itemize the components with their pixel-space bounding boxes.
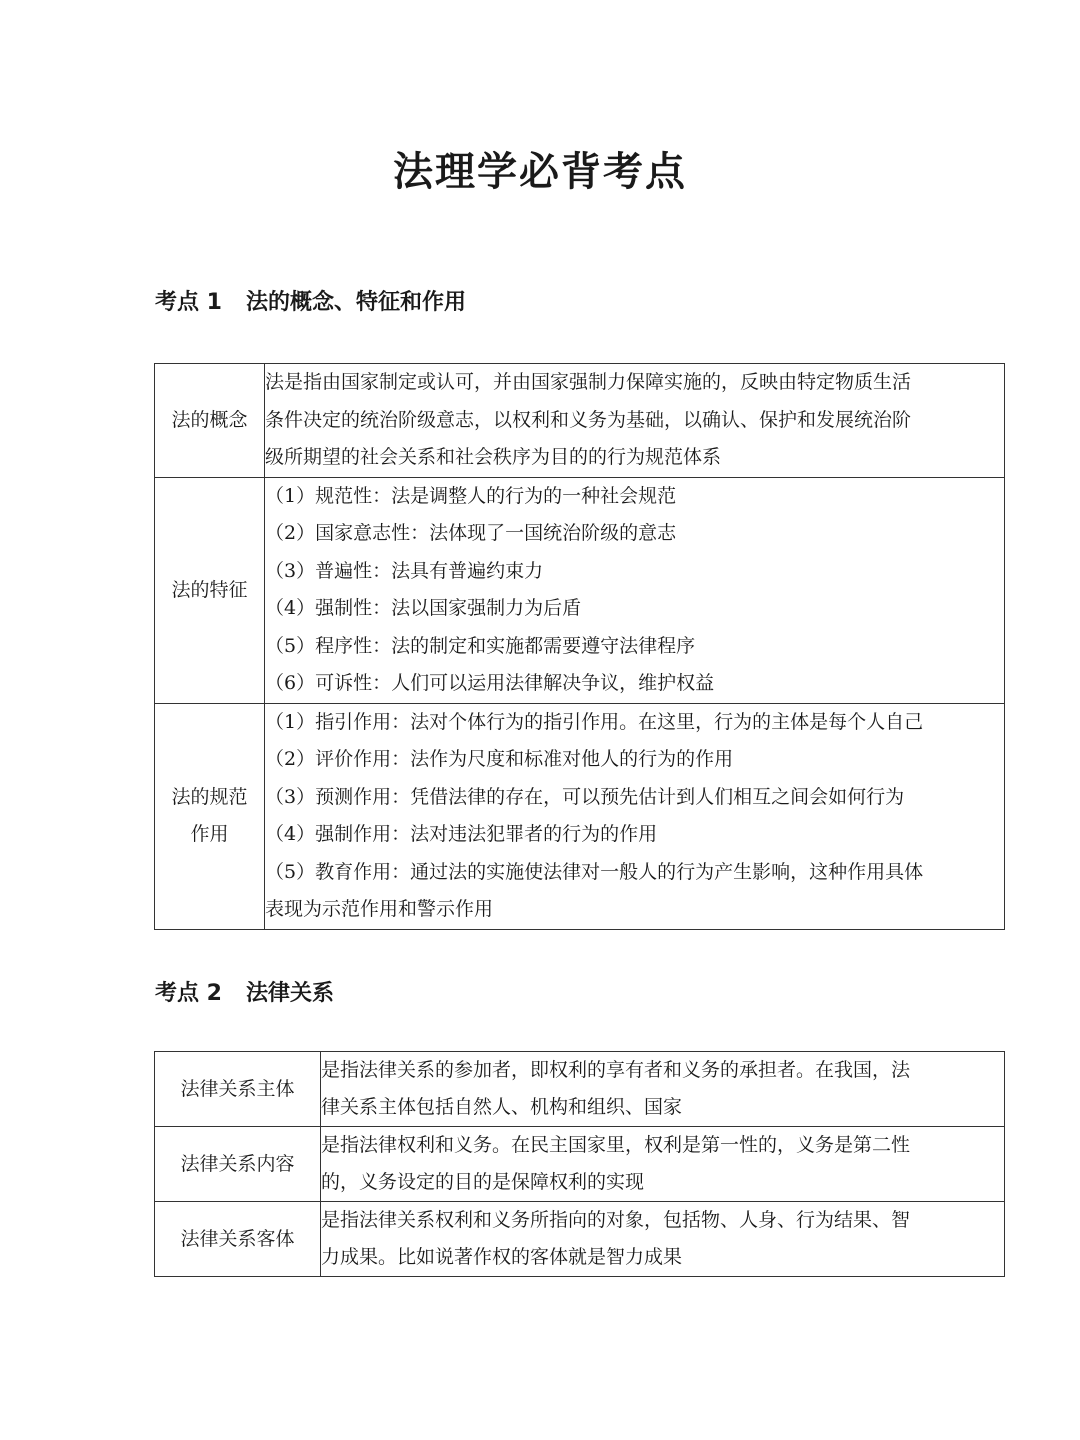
row-label [155, 364, 265, 478]
content-line: 表现为示范作用和警示作用 [265, 898, 494, 920]
label-line: 法的规范 [171, 786, 248, 808]
content-line: （6）可诉性：人们可以运用法律解决争议，维护权益 [265, 672, 715, 694]
section-title: 法律关系 [245, 981, 334, 1006]
label-line: 法的特征 [171, 578, 248, 601]
content-line: （3）预测作用：凭借法律的存在，可以预先估计到人们相互之间会如何行为 [265, 785, 905, 808]
row-content [321, 1052, 1005, 1127]
content-line: （4）强制性：法以国家强制力为后盾 [265, 597, 582, 619]
table-row [155, 1127, 1005, 1202]
content-line: 力成果。比如说著作权的客体就是智力成果 [321, 1246, 683, 1268]
row-content [265, 703, 1005, 929]
page-title: 法理学必背考点 [393, 149, 687, 195]
content-line: （5）程序性：法的制定和实施都需要遵守法律程序 [265, 634, 696, 657]
section-title: 法的概念、特征和作用 [245, 290, 466, 315]
row-label [155, 477, 265, 703]
content-line: （1）指引作用：法对个体行为的指引作用。在这里，行为的主体是每个人自己 [265, 710, 924, 733]
content-line: （5）教育作用：通过法的实施使法律对一般人的行为产生影响，这种作用具体 [265, 860, 924, 883]
content-line: 律关系主体包括自然人、机构和组织、国家 [321, 1096, 683, 1118]
row-label [155, 703, 265, 929]
label-line: 法的概念 [171, 408, 248, 431]
row-content [321, 1127, 1005, 1202]
legal-relation-table [154, 1051, 1005, 1277]
content-line: 是指法律关系权利和义务所指向的对象，包括物、人身、行为结果、智 [321, 1209, 911, 1231]
label-line: 法律关系客体 [180, 1227, 295, 1250]
content-line: （4）强制作用：法对违法犯罪者的行为的作用 [265, 823, 658, 845]
content-line: （2）评价作用：法作为尺度和标准对他人的行为的作用 [265, 748, 734, 770]
table-row [155, 1202, 1005, 1277]
row-content [265, 477, 1005, 703]
content-line: （2）国家意志性：法体现了一国统治阶级的意志 [265, 522, 677, 544]
content-line: 级所期望的社会关系和社会秩序为目的的行为规范体系 [265, 446, 722, 468]
table-row [155, 477, 1005, 703]
label-line: 法律关系主体 [180, 1077, 295, 1100]
table-row [155, 1052, 1005, 1127]
section-number: 考点 2 [155, 981, 222, 1006]
row-content [265, 364, 1005, 478]
row-content [321, 1202, 1005, 1277]
content-line: 条件决定的统治阶级意志，以权利和义务为基础，以确认、保护和发展统治阶 [265, 408, 912, 431]
content-line: 是指法律权利和义务。在民主国家里，权利是第一性的，义务是第二性 [321, 1134, 911, 1156]
section-number: 考点 1 [155, 290, 222, 315]
row-label [155, 1052, 321, 1127]
concept-table [154, 363, 1005, 930]
section-heading-1 [155, 285, 466, 316]
content-line: （1）规范性：法是调整人的行为的一种社会规范 [265, 484, 677, 507]
label-line: 法律关系内容 [180, 1152, 295, 1175]
section-heading-2 [155, 976, 334, 1007]
table-row [155, 364, 1005, 478]
row-label [155, 1127, 321, 1202]
content-line: 是指法律关系的参加者，即权利的享有者和义务的承担者。在我国，法 [321, 1059, 911, 1081]
label-line: 作用 [190, 823, 229, 845]
content-line: 的，义务设定的目的是保障权利的实现 [321, 1171, 645, 1193]
content-line: 法是指由国家制定或认可，并由国家强制力保障实施的，反映由特定物质生活 [265, 371, 912, 393]
row-label [155, 1202, 321, 1277]
content-line: （3）普遍性：法具有普遍约束力 [265, 559, 544, 582]
table-row [155, 703, 1005, 929]
